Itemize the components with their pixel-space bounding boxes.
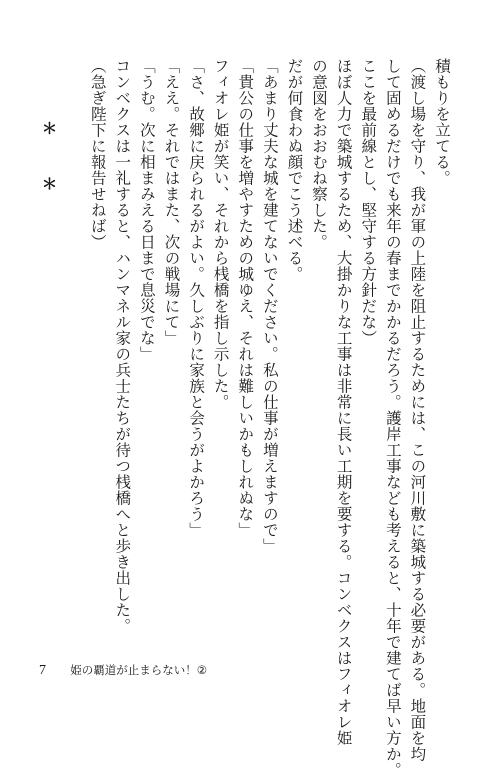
text-line: 積もりを立てる。 [433,58,451,186]
text-line: だが何食わぬ顔でこう述べる。 [285,58,304,282]
page-number: 7 [39,663,46,678]
text-line: 「貴公の仕事を増やすための城ゆえ、それは難しいかもしれぬな」 [236,58,255,538]
text-line: 「さ、故郷に戻られるがよい。久しぶりに家族と会うがよかろう」 [187,58,206,538]
text-line: 「うむ。次に相まみえる日まで息災でな」 [137,58,156,362]
page-footer [39,662,207,679]
text-line: ここを最前線とし、堅守する方針だな） [359,58,378,346]
section-break-asterisks: ＊＊ [39,120,59,231]
text-line: 「ええ。それではまた、次の戦場にて」 [162,58,181,346]
text-line: （急ぎ陛下に報告せねば） [88,58,107,250]
text-line: して固めるだけでも来年の春までかかるだろう。護岸工事なども考えると、十年で建てば早い方か。 [383,58,402,778]
text-line: フィオレ姫が笑い、それから桟橋を指し示した。 [211,58,230,410]
text-line: の意図をおおむね察した。 [310,58,329,250]
text-line: ほぼ人力で築城するため、大掛かりな工事は非常に長い工期を要する。コンベクスはフィオレ姫 [334,58,353,746]
text-line: （渡し場を守り、我が軍の上陸を阻止するためには、この河川敷に築城する必要がある。地面を均 [408,58,427,762]
text-line: 「あまり丈夫な城を建てないでください。私の仕事が増えますので」 [260,58,279,554]
text-line: コンベクスは一礼すると、ハンマネル家の兵士たちが待つ桟橋へと歩き出した。 [113,58,132,634]
book-title: 姫の覇道が止まらない！② [70,663,208,677]
